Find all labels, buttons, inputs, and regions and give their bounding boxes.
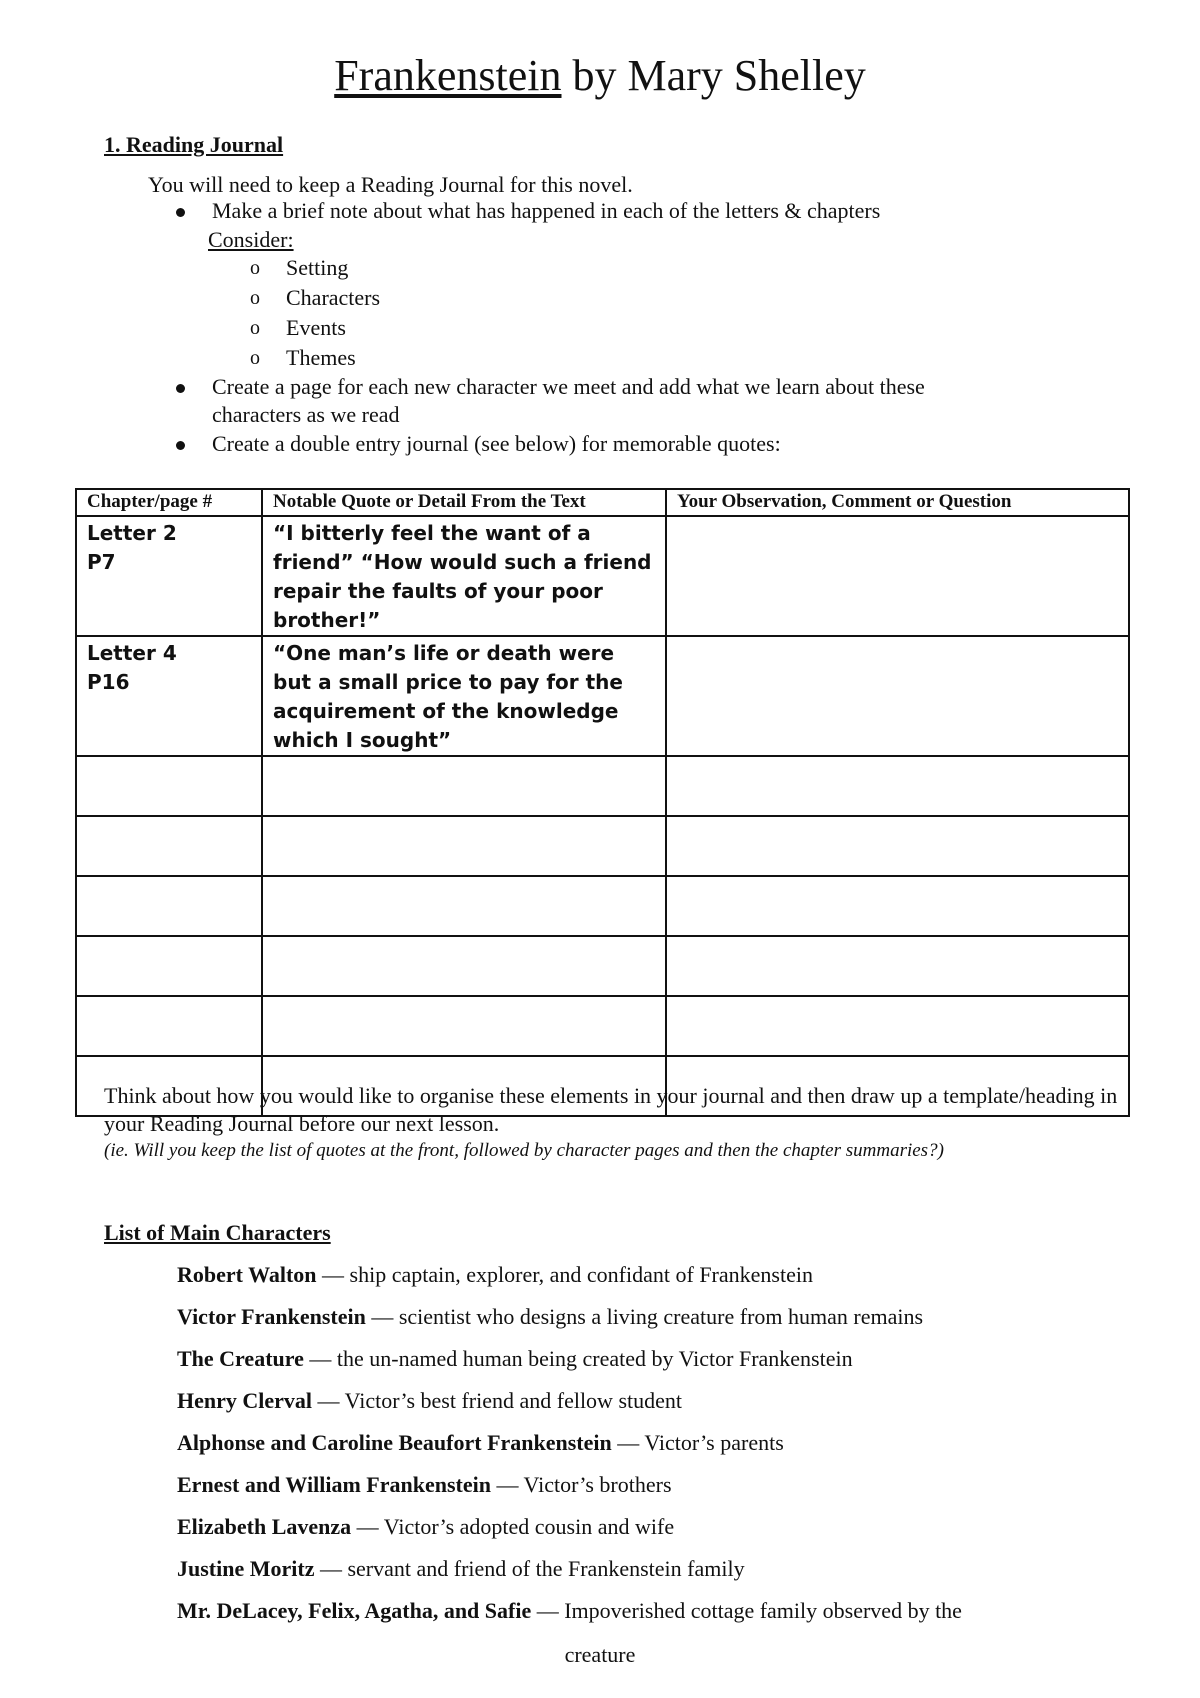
- character-description: — the un-named human being created by Victor Frankenstein: [303, 1346, 853, 1371]
- table-row: [76, 876, 1129, 936]
- character-entry: [177, 1430, 784, 1456]
- character-name: Robert Walton: [177, 1262, 317, 1287]
- page-label: P16: [87, 670, 130, 694]
- table-row: [76, 816, 1129, 876]
- bullet-dot: [176, 208, 185, 217]
- observation-cell: [666, 516, 1129, 636]
- character-name: Justine Moritz: [177, 1556, 315, 1581]
- bullet-dot: [176, 441, 185, 450]
- chapter-label: Letter 2: [87, 521, 177, 545]
- empty-cell: [76, 876, 262, 936]
- intro-text: You will need to keep a Reading Journal for this novel.: [148, 172, 633, 197]
- table-header-row: [76, 489, 1129, 516]
- table-row: [76, 516, 1129, 636]
- empty-cell: [666, 756, 1129, 816]
- character-description: — Impoverished cottage family observed by the: [531, 1598, 962, 1623]
- character-description: — Victor’s adopted cousin and wife: [351, 1514, 675, 1539]
- column-header-quote: Notable Quote or Detail From the Text: [262, 489, 666, 516]
- empty-cell: [76, 756, 262, 816]
- character-description: — Victor’s best friend and fellow student: [312, 1388, 682, 1413]
- character-description: — Victor’s parents: [611, 1430, 784, 1455]
- chapter-label: Letter 4: [87, 641, 177, 665]
- title-author: by Mary Shelley: [561, 51, 866, 100]
- consider-label: Consider:: [208, 227, 294, 252]
- reading-journal-heading: 1. Reading Journal: [104, 132, 284, 157]
- bullet-1: Make a brief note about what has happened in each of the letters & chapters: [212, 198, 881, 223]
- title-book: Frankenstein: [334, 51, 562, 100]
- quote-cell: “I bitterly feel the want of a friend” “How would such a friend repair the faults of your poor brother!”: [262, 516, 666, 636]
- character-description: — servant and friend of the Frankenstein family: [314, 1556, 745, 1581]
- character-name: Elizabeth Lavenza: [177, 1514, 352, 1539]
- quote-cell: “One man’s life or death were but a small price to pay for the acquirement of the knowledge which I sought”: [262, 636, 666, 756]
- character-description: — ship captain, explorer, and confidant of Frankenstein: [316, 1262, 813, 1287]
- main-characters-heading: List of Main Characters: [104, 1220, 331, 1245]
- double-entry-journal-table: [75, 488, 1130, 1117]
- consider-item-setting: Setting: [286, 255, 349, 280]
- empty-cell: [262, 936, 666, 996]
- bullet-3: Create a double entry journal (see below) for memorable quotes:: [212, 431, 781, 456]
- character-entry: [177, 1598, 962, 1624]
- character-entry: [177, 1556, 745, 1582]
- table-row: [76, 936, 1129, 996]
- empty-cell: [666, 876, 1129, 936]
- character-entry: [177, 1304, 923, 1330]
- empty-cell: [76, 816, 262, 876]
- character-name: The Creature: [177, 1346, 304, 1371]
- character-name: Mr. DeLacey, Felix, Agatha, and Safie: [177, 1598, 532, 1623]
- table-row: [76, 996, 1129, 1056]
- empty-cell: [666, 996, 1129, 1056]
- character-entry: [177, 1472, 672, 1498]
- sub-bullet-glyph: o: [250, 257, 260, 279]
- empty-cell: [262, 816, 666, 876]
- page-title: [0, 48, 1200, 104]
- sub-bullet-glyph: o: [250, 347, 260, 369]
- empty-cell: [262, 876, 666, 936]
- empty-cell: [666, 816, 1129, 876]
- bullet-2-line-2: characters as we read: [212, 402, 400, 427]
- page-label: P7: [87, 550, 116, 574]
- character-entry: [177, 1346, 853, 1372]
- consider-item-characters: Characters: [286, 285, 381, 310]
- consider-item-themes: Themes: [286, 345, 356, 370]
- empty-cell: [76, 996, 262, 1056]
- character-name: Victor Frankenstein: [177, 1304, 366, 1329]
- sub-bullet-glyph: o: [250, 317, 260, 339]
- sub-bullet-glyph: o: [250, 287, 260, 309]
- empty-cell: [666, 936, 1129, 996]
- character-name: Ernest and William Frankenstein: [177, 1472, 491, 1497]
- character-description: — Victor’s brothers: [490, 1472, 672, 1497]
- column-header-observation: Your Observation, Comment or Question: [666, 489, 1129, 516]
- observation-cell: [666, 636, 1129, 756]
- character-entry: [177, 1388, 682, 1414]
- empty-cell: [262, 996, 666, 1056]
- character-entry: [177, 1514, 674, 1540]
- chapter-cell: [76, 636, 262, 756]
- consider-item-events: Events: [286, 315, 346, 340]
- character-entry-continuation: creature: [564, 1642, 636, 1667]
- chapter-cell: [76, 516, 262, 636]
- empty-cell: [262, 756, 666, 816]
- empty-cell: [76, 936, 262, 996]
- character-name: Alphonse and Caroline Beaufort Frankenstein: [177, 1430, 612, 1455]
- character-name: Henry Clerval: [177, 1388, 313, 1413]
- character-description: — scientist who designs a living creature from human remains: [365, 1304, 924, 1329]
- bullet-dot: [176, 384, 185, 393]
- organise-note: (ie. Will you keep the list of quotes at the front, followed by character pages and then the chapter summaries?): [104, 1140, 944, 1161]
- bullet-2-line-1: Create a page for each new character we meet and add what we learn about these: [212, 374, 925, 399]
- column-header-chapter: Chapter/page #: [76, 489, 262, 516]
- character-entry: [177, 1262, 813, 1288]
- organise-instructions: Think about how you would like to organise these elements in your journal and then draw up a template/heading in your Reading Journal before our next lesson.: [104, 1083, 1118, 1136]
- table-row: [76, 636, 1129, 756]
- table-row: [76, 756, 1129, 816]
